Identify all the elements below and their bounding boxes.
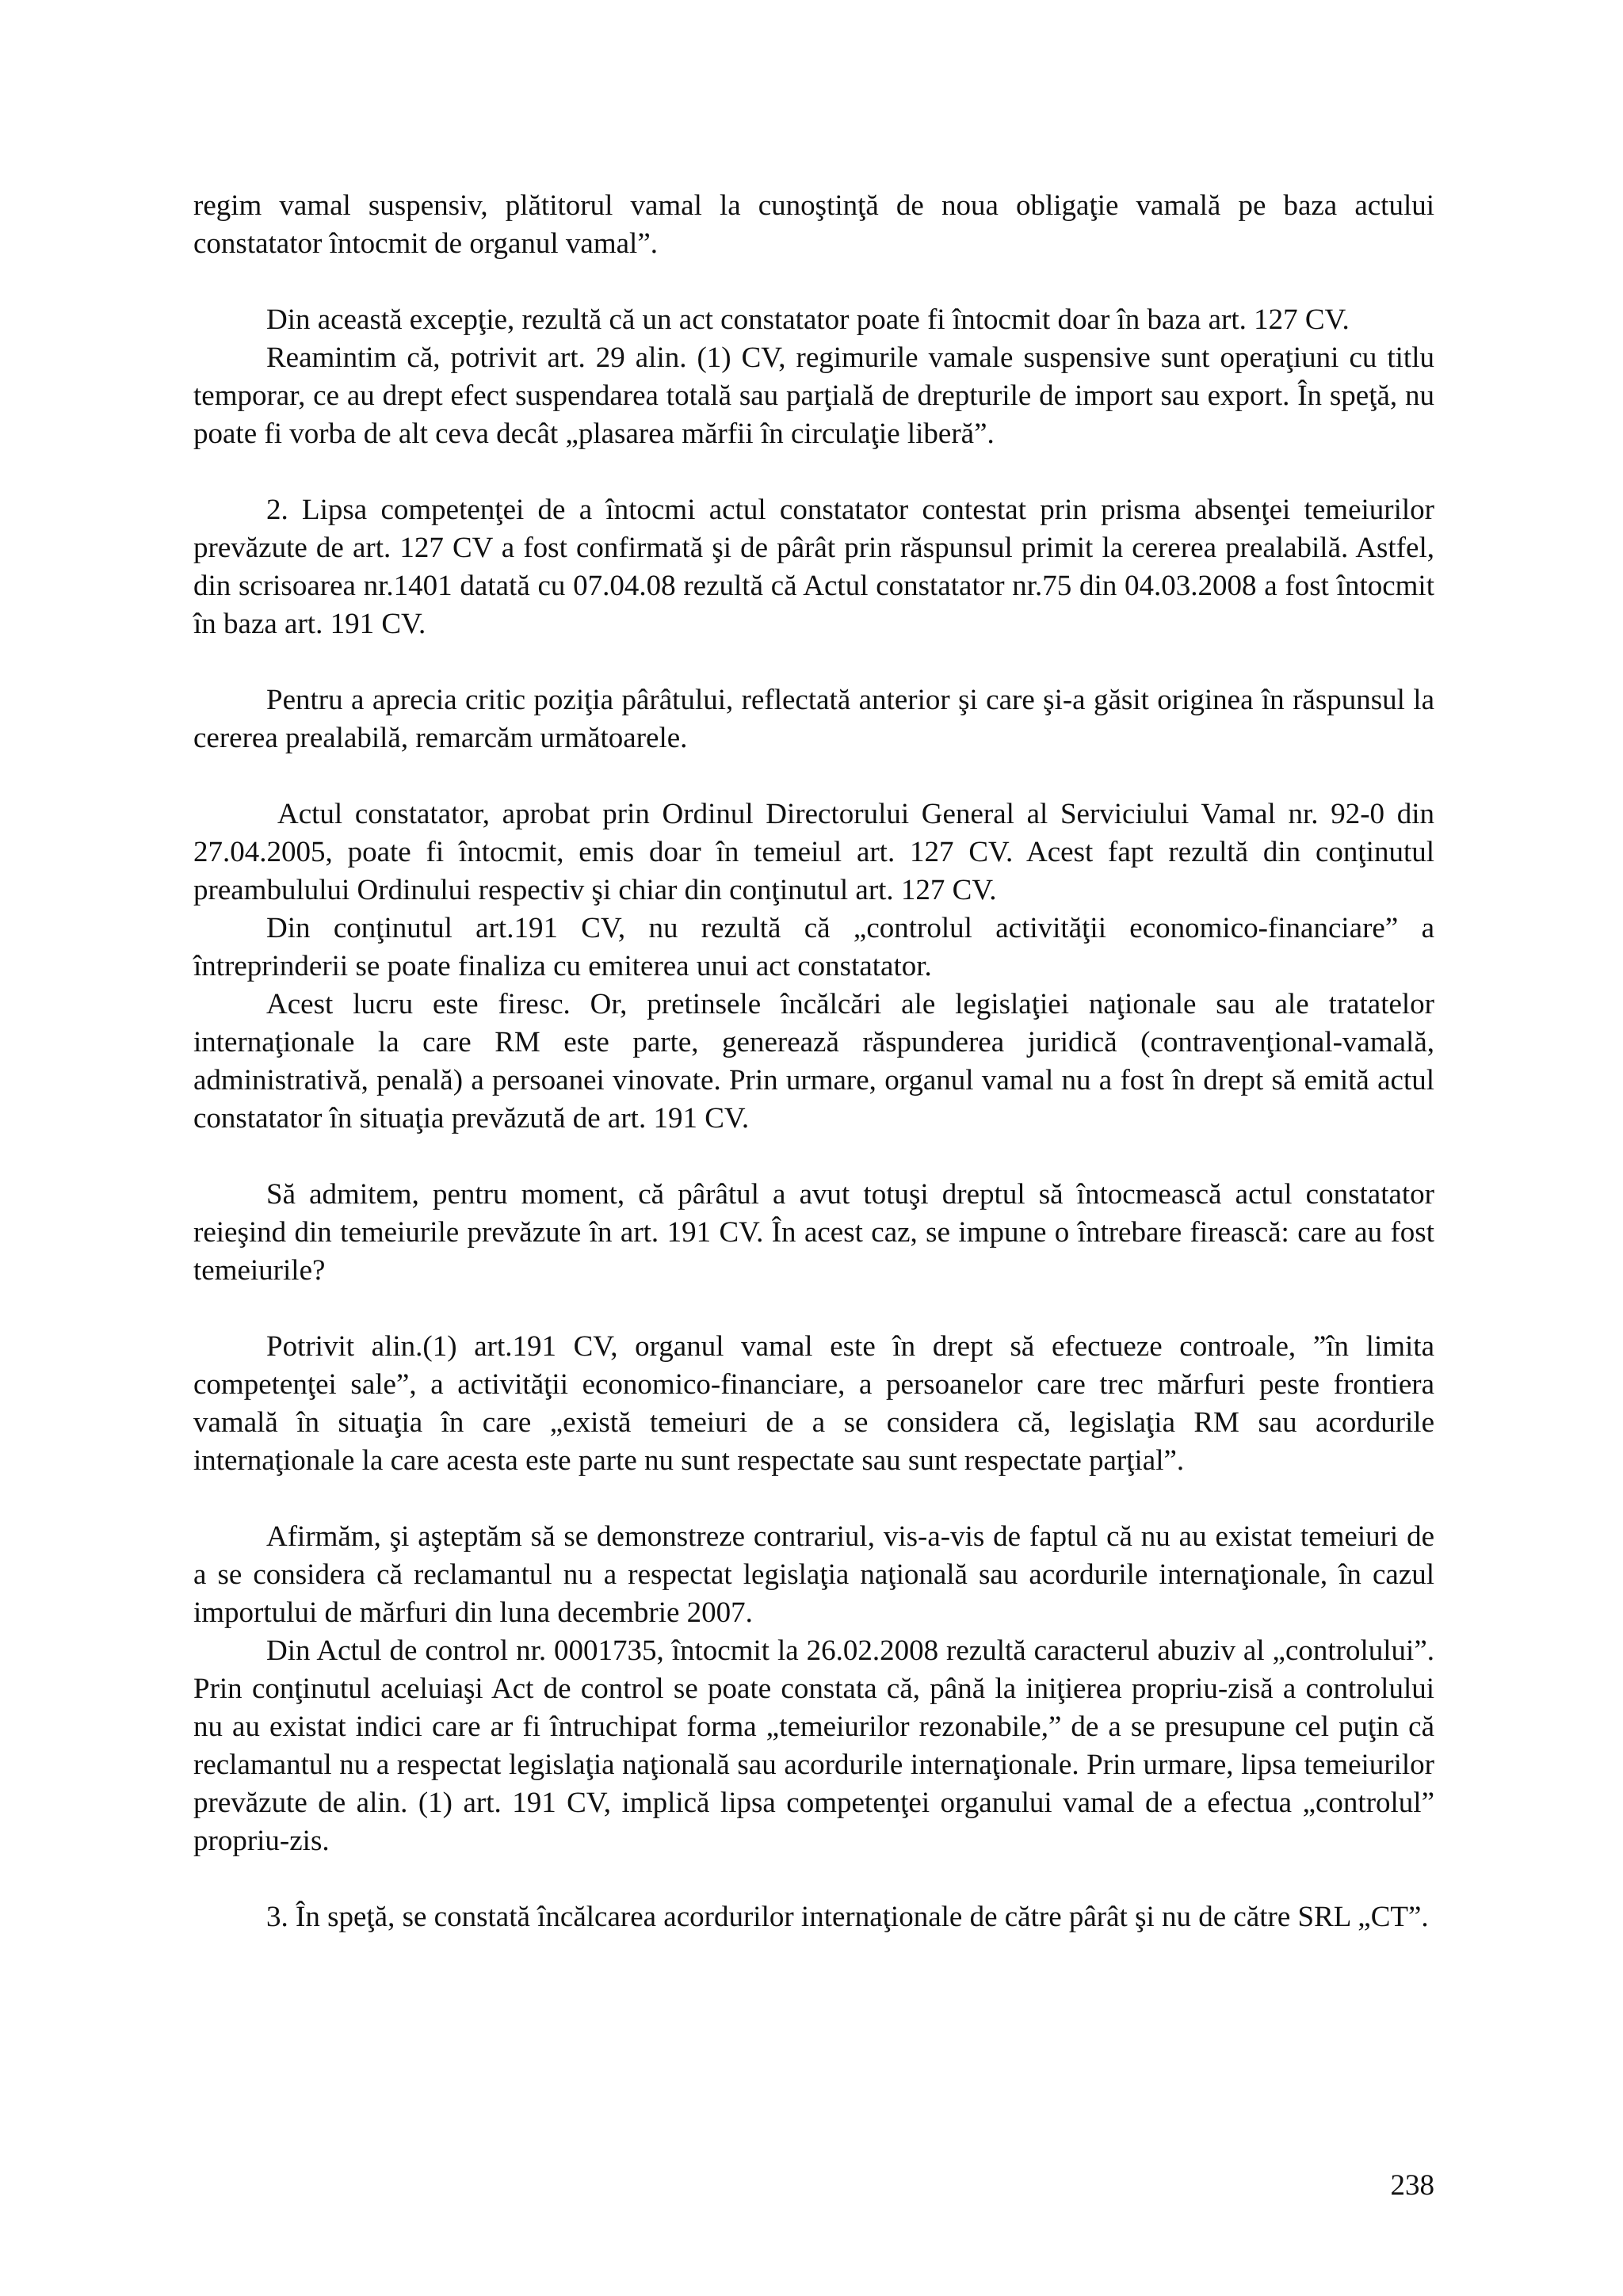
paragraph: Potrivit alin.(1) art.191 CV, organul vamal este în drept să efectueze controale, ”în limita competenţei sale”, a activităţii economico-financiare, a persoanelor care trec mărfuri peste frontiera vamală în situaţia în care „există temeiuri de a se considera că, legislaţia RM sau acordurile internaţionale la care acesta este parte nu sunt respectate sau sunt respectate parţial”. [193, 1330, 1434, 1477]
paragraph: Reamintim că, potrivit art. 29 alin. (1) CV, regimurile vamale suspensive sunt operaţiuni cu titlu temporar, ce au drept efect suspendarea totală sau parţială de drepturile de import sau export. În speţă, nu poate fi vorba de alt ceva decât „plasarea mărfii în circulaţie liberă”. [193, 341, 1434, 450]
document-body [193, 187, 1434, 1936]
paragraph: Pentru a aprecia critic poziţia pârâtului, reflectată anterior şi care şi-a găsit originea în răspunsul la cererea prealabilă, remarcăm următoarele. [193, 684, 1434, 754]
paragraph: Să admitem, pentru moment, că pârâtul a avut totuşi dreptul să întocmească actul constatator reieşind din temeiurile prevăzute în art. 191 CV. În acest caz, se impune o întrebare firească: care au fost temeiurile? [193, 1178, 1434, 1287]
paragraph: 3. În speţă, se constată încălcarea acordurilor internaţionale de către pârât şi nu de către SRL „CT”. [266, 1901, 1429, 1933]
page-number: 238 [1390, 2169, 1434, 2202]
paragraph: Afirmăm, şi aşteptăm să se demonstreze contrariul, vis-a-vis de faptul că nu au existat temeiuri de a se considera că reclamantul nu a respectat legislaţia naţională sau acordurile internaţionale, în cazul importului de mărfuri din luna decembrie 2007. [193, 1520, 1434, 1629]
paragraph: Din Actul de control nr. 0001735, întocmit la 26.02.2008 rezultă caracterul abuziv al „controlului”. Prin conţinutul aceluiaşi Act de control se poate constata că, până la iniţierea propriu-zisă a controlului nu au existat indici care ar fi întruchipat forma „temeiurilor rezonabile,” de a se presupune cel puţin că reclamantul nu a respectat legislaţia naţională sau acordurile internaţionale. Prin urmare, lipsa temeiurilor prevăzute de alin. (1) art. 191 CV, implică lipsa competenţei organului vamal de a efectua „controlul” propriu-zis. [193, 1634, 1434, 1857]
paragraph: Din această excepţie, rezultă că un act constatator poate fi întocmit doar în baza art. 127 CV. [266, 303, 1350, 336]
paragraph: 2. Lipsa competenţei de a întocmi actul constatator contestat prin prisma absenţei temeiurilor prevăzute de art. 127 CV a fost confirmată şi de pârât prin răspunsul primit la cererea prealabilă. Astfel, din scrisoarea nr.1401 datată cu 07.04.08 rezultă că Actul constatator nr.75 din 04.03.2008 a fost întocmit în baza art. 191 CV. [193, 494, 1434, 640]
paragraph: regim vamal suspensiv, plătitorul vamal la cunoştinţă de noua obligaţie vamală pe baza actului constatator întocmit de organul vamal”. [193, 189, 1434, 260]
paragraph: Acest lucru este firesc. Or, pretinsele încălcări ale legislaţiei naţionale sau ale tratatelor internaţionale la care RM este parte, generează răspunderea juridică (contravenţional-vamală, administrativă, penală) a persoanei vinovate. Prin urmare, organul vamal nu a fost în drept să emită actul constatator în situaţia prevăzută de art. 191 CV. [193, 988, 1434, 1135]
paragraph: Din conţinutul art.191 CV, nu rezultă că „controlul activităţii economico-financiare” a întreprinderii se poate finaliza cu emiterea unui act constatator. [193, 912, 1434, 982]
paragraph: Actul constatator, aprobat prin Ordinul Directorului General al Serviciului Vamal nr. 92-0 din 27.04.2005, poate fi întocmit, emis doar în temeiul art. 127 CV. Acest fapt rezultă din conţinutul preambulului Ordinului respectiv şi chiar din conţinutul art. 127 CV. [193, 798, 1434, 906]
